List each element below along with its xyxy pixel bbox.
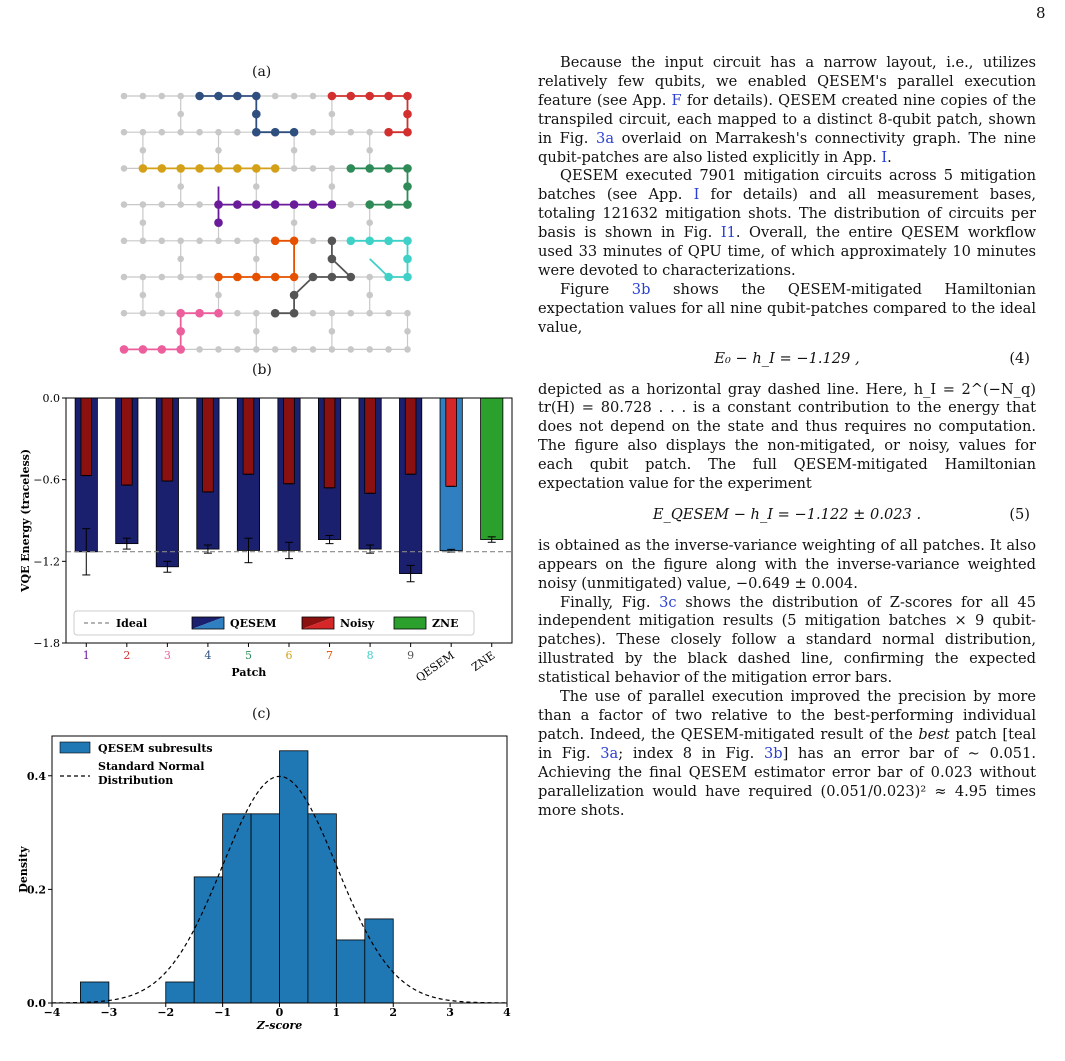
qubit-node xyxy=(329,165,336,172)
qubit-node xyxy=(177,129,184,136)
qubit-node xyxy=(271,164,280,173)
qubit-node xyxy=(291,165,298,172)
legend-line-label: Standard Normal xyxy=(98,760,205,773)
noisy-bar xyxy=(446,398,457,486)
qubit-node xyxy=(271,200,280,209)
x-axis-label: Z-score xyxy=(256,1019,303,1032)
connectivity-graph xyxy=(110,82,430,362)
qubit-node xyxy=(234,310,241,317)
legend-qesem-label: QESEM xyxy=(230,617,277,630)
qubit-node xyxy=(177,201,184,208)
legend-hist-label: QESEM subresults xyxy=(98,742,213,755)
qubit-node xyxy=(139,164,148,173)
qubit-node xyxy=(403,237,412,246)
qubit-node xyxy=(196,274,203,281)
histogram-bar xyxy=(166,982,194,1003)
qubit-node xyxy=(348,201,355,208)
qubit-node xyxy=(158,345,167,354)
qubit-node xyxy=(290,237,299,246)
bridge-qubit-node xyxy=(215,292,222,299)
bridge-qubit-node xyxy=(328,255,337,264)
qubit-node xyxy=(366,129,373,136)
text-run: The use of parallel execution improved the precision by more than a factor of two relative to the best-performing individual patch. Indeed, the QESEM-mitigated result of the xyxy=(538,688,1036,743)
cross-ref[interactable]: F xyxy=(671,91,682,109)
qubit-node xyxy=(214,200,223,209)
qubit-node xyxy=(290,128,299,137)
qubit-node xyxy=(328,237,337,246)
text-run: Because the input circuit has a narrow layout, i.e., utilizes relatively few qubits, we enabled QESEM's parallel execution feature (see App. xyxy=(538,54,1036,109)
x-tick-label: 2 xyxy=(123,649,131,662)
cross-ref[interactable]: 3a xyxy=(600,744,619,762)
bridge-qubit-node xyxy=(177,111,184,118)
qubit-node xyxy=(196,238,203,245)
noisy-bar xyxy=(162,398,173,481)
qubit-node xyxy=(214,164,223,173)
paragraph-3 xyxy=(538,281,1036,338)
qubit-node xyxy=(385,346,392,353)
qubit-node xyxy=(328,273,337,282)
qubit-node xyxy=(214,273,223,282)
qubit-node xyxy=(347,164,356,173)
qubit-node xyxy=(290,309,299,318)
legend-line-label: Distribution xyxy=(98,774,174,787)
qubit-node xyxy=(310,129,317,136)
legend-ideal-label: Ideal xyxy=(116,617,148,630)
x-tick-label: 9 xyxy=(407,649,415,662)
equation-4-number: (4) xyxy=(1009,349,1030,367)
qubit-node xyxy=(291,346,298,353)
qubit-node xyxy=(252,92,261,101)
x-tick-label: −1 xyxy=(214,1006,232,1019)
qubit-node xyxy=(403,92,412,101)
qubit-node xyxy=(271,309,280,318)
noisy-bar xyxy=(284,398,295,484)
bridge-qubit-node xyxy=(176,327,185,336)
legend xyxy=(60,742,213,787)
qubit-node xyxy=(140,129,147,136)
fig-a-label: (a) xyxy=(252,64,272,80)
qubit-node xyxy=(195,164,204,173)
y-axis-label: VQE Energy (traceless) xyxy=(19,448,32,593)
bridge-qubit-node xyxy=(329,111,336,118)
qubit-node xyxy=(159,201,166,208)
qubit-node xyxy=(329,346,336,353)
qubit-node xyxy=(347,237,356,246)
bridge-qubit-node xyxy=(177,183,184,190)
text-run: patch [teal in Fig. xyxy=(538,725,1036,762)
bridge-qubit-node xyxy=(366,292,373,299)
qubit-node xyxy=(234,238,241,245)
qubit-node xyxy=(310,238,317,245)
x-tick-label: 5 xyxy=(244,649,252,662)
qubit-node xyxy=(384,237,393,246)
text-run: Figure xyxy=(560,280,632,298)
body-text xyxy=(538,54,1036,820)
qubit-node xyxy=(403,164,412,173)
equation-5-number: (5) xyxy=(1009,505,1030,523)
histogram-bar xyxy=(365,919,393,1003)
qubit-node xyxy=(196,129,203,136)
qubit-node xyxy=(403,128,412,137)
equation-5-body: E_QESEM − h_I = −1.122 ± 0.023 . xyxy=(652,505,922,523)
noisy-bar xyxy=(405,398,416,474)
x-tick-label: QESEM xyxy=(413,648,457,685)
qubit-node xyxy=(366,310,373,317)
bridge-qubit-node xyxy=(253,256,260,263)
qubit-node xyxy=(140,238,147,245)
qubit-node xyxy=(176,309,185,318)
text-run: Finally, Fig. xyxy=(560,593,660,611)
qubit-node xyxy=(385,310,392,317)
qubit-node xyxy=(310,165,317,172)
qubit-node xyxy=(253,346,260,353)
qubit-node xyxy=(195,309,204,318)
qubit-node xyxy=(121,201,128,208)
qubit-node xyxy=(329,129,336,136)
x-tick-label: 4 xyxy=(204,649,212,662)
fig-b-label: (b) xyxy=(252,362,272,378)
qubit-node xyxy=(366,346,373,353)
qubit-node xyxy=(177,93,184,100)
qubit-node xyxy=(159,274,166,281)
bridge-qubit-node xyxy=(291,219,298,226)
cross-ref[interactable]: I1 xyxy=(720,224,736,242)
cross-ref[interactable]: 3b xyxy=(631,280,651,298)
qubit-node xyxy=(121,310,128,317)
qubit-node xyxy=(328,200,337,209)
x-tick-label: −3 xyxy=(100,1006,118,1019)
noisy-bar xyxy=(203,398,214,492)
qubit-node xyxy=(365,92,374,101)
qubit-node xyxy=(121,274,128,281)
y-tick-label: 0.2 xyxy=(26,883,46,897)
paragraph-5: is obtained as the inverse-variance weighting of all patches. It also appears on the figure along with the inverse-variance weighted noisy (unmitigated) value, −0.649 ± 0.004. xyxy=(538,536,1036,592)
x-tick-label: 0 xyxy=(275,1006,284,1019)
qubit-node xyxy=(121,129,128,136)
x-tick-label: −4 xyxy=(43,1006,61,1019)
qubit-node xyxy=(347,92,356,101)
text-run: ] has an error bar of ∼ 0.051. Achieving the final QESEM estimator error bar of 0.023 without parallelization would have required (0.051/0.023)² ≈ 4.95 times more shots. xyxy=(538,744,1036,819)
qubit-node xyxy=(252,128,261,137)
equation-4 xyxy=(538,350,1036,369)
qubit-node xyxy=(120,345,129,354)
qubit-node xyxy=(121,238,128,245)
legend-zne-swatch xyxy=(394,617,426,629)
text-run: shows the distribution of Z-scores for all 45 independent mitigation results (5 mitigation batches × 9 qubit-patches). These closely follow a standard normal distribution, illustrated by the black dashed line, confirming the expected statistical behavior of the mitigation error bars. xyxy=(538,593,1036,687)
y-axis-label: Density xyxy=(17,846,30,893)
qubit-node xyxy=(328,92,337,101)
bridge-qubit-node xyxy=(177,256,184,263)
qubit-node xyxy=(253,310,260,317)
histogram-bar xyxy=(251,814,279,1003)
bridge-qubit-node xyxy=(404,328,411,335)
qubit-node xyxy=(253,238,260,245)
qubit-node xyxy=(214,309,223,318)
qubit-node xyxy=(215,129,222,136)
text-run: shows the QESEM-mitigated Hamiltonian expectation values for all nine qubit-patches compared to the ideal value, xyxy=(538,280,1036,336)
equation-4-body: E₀ − h_I = −1.129 , xyxy=(714,349,860,367)
cross-ref[interactable]: I xyxy=(693,186,700,204)
qubit-node xyxy=(140,310,147,317)
qubit-node xyxy=(272,346,279,353)
qubit-node xyxy=(195,92,204,101)
qubit-node xyxy=(365,164,374,173)
bridge-qubit-node xyxy=(140,292,147,299)
qubit-node xyxy=(291,93,298,100)
zne-bar xyxy=(481,398,503,540)
noisy-bar xyxy=(121,398,132,485)
qubit-node xyxy=(348,310,355,317)
noisy-bar xyxy=(243,398,254,474)
qubit-node xyxy=(176,164,185,173)
bridge-qubit-node xyxy=(140,147,147,154)
y-tick-label: 0.0 xyxy=(42,392,60,405)
bridge-qubit-node xyxy=(403,110,412,119)
cross-ref[interactable]: I xyxy=(881,148,888,166)
qubit-node xyxy=(252,273,261,282)
qubit-node xyxy=(215,346,222,353)
histogram-bar xyxy=(308,814,336,1003)
histogram-bar xyxy=(194,877,222,1003)
qubit-node xyxy=(271,128,280,137)
qubit-node xyxy=(196,346,203,353)
bridge-qubit-node xyxy=(291,147,298,154)
x-tick-label: 1 xyxy=(332,1006,341,1019)
qubit-node xyxy=(233,92,242,101)
qubit-node xyxy=(177,274,184,281)
bridge-qubit-node xyxy=(214,218,223,227)
qubit-node xyxy=(348,346,355,353)
histogram-bar xyxy=(80,982,108,1003)
qubit-node xyxy=(214,92,223,101)
qubit-node xyxy=(196,201,203,208)
legend-noisy-label: Noisy xyxy=(340,617,375,630)
qubit-node xyxy=(310,93,317,100)
y-tick-label: 0.4 xyxy=(26,769,46,783)
qubit-node xyxy=(365,200,374,209)
qubit-node xyxy=(403,200,412,209)
bridge-qubit-node xyxy=(252,110,261,119)
x-tick-label: 6 xyxy=(285,649,293,662)
qubit-node xyxy=(384,128,393,137)
emphasis: best xyxy=(918,725,950,743)
qubit-node xyxy=(404,310,411,317)
y-tick-label: 0.0 xyxy=(26,997,46,1010)
qubit-node xyxy=(384,200,393,209)
text-run: ; index 8 in Fig. xyxy=(618,744,764,762)
qubit-node xyxy=(366,274,373,281)
paragraph-4: depicted as a horizontal gray dashed line. Here, h_I = 2^(−N_q) tr(H) = 80.728 . . . is a constant contribution to the energy that does not depend on the state and thus requires no computation. The figure also displays the non-mitigated, or noisy, values for each qubit patch. The full QESEM-mitigated Hamiltonian expectation value for the experiment xyxy=(538,380,1036,493)
x-tick-label: 2 xyxy=(389,1006,398,1019)
qubit-node xyxy=(309,273,318,282)
qubit-node xyxy=(348,129,355,136)
fig-c-label: (c) xyxy=(252,706,271,722)
qubit-node xyxy=(404,346,411,353)
page-number: 8 xyxy=(1036,4,1046,22)
bridge-qubit-node xyxy=(140,219,147,226)
qubit-node xyxy=(159,93,166,100)
qubit-node xyxy=(384,164,393,173)
qubit-node xyxy=(234,346,241,353)
vqe-energy-chart xyxy=(15,388,515,688)
qubit-node xyxy=(121,165,128,172)
noisy-bar xyxy=(81,398,92,476)
zscore-histogram xyxy=(15,728,530,1048)
bridge-qubit-node xyxy=(403,255,412,264)
paragraph-7 xyxy=(538,688,1036,820)
legend xyxy=(74,611,474,635)
text-run: overlaid on Marrakesh's connectivity graph. The nine qubit-patches are also listed explicitly in App. xyxy=(538,129,1036,166)
qubit-node xyxy=(234,129,241,136)
paragraph-2 xyxy=(538,167,1036,280)
bridge-qubit-node xyxy=(290,291,299,300)
bridge-qubit-node xyxy=(253,328,260,335)
qubit-node xyxy=(329,310,336,317)
y-tick-label: −0.6 xyxy=(33,473,60,487)
paragraph-6 xyxy=(538,594,1036,689)
x-axis-label: Patch xyxy=(231,666,267,679)
x-tick-label: −2 xyxy=(157,1006,175,1019)
cross-ref[interactable]: 3c xyxy=(659,593,677,611)
x-tick-label: 7 xyxy=(326,649,334,662)
bridge-qubit-node xyxy=(403,182,412,191)
qubit-node xyxy=(403,273,412,282)
qubit-node xyxy=(159,129,166,136)
qubit-node xyxy=(252,164,261,173)
bridge-qubit-node xyxy=(366,219,373,226)
qubit-node xyxy=(177,238,184,245)
qubit-node xyxy=(233,164,242,173)
qubit-node xyxy=(271,237,280,246)
qubit-node xyxy=(384,92,393,101)
qubit-node xyxy=(271,273,280,282)
histogram-bar xyxy=(280,751,308,1003)
x-tick-label: 1 xyxy=(82,649,90,662)
qubit-node xyxy=(215,238,222,245)
bridge-qubit-node xyxy=(329,328,336,335)
text-run: for details). QESEM created nine copies of the transpiled circuit, each mapped to a distinct 8-qubit patch, shown in Fig. xyxy=(538,91,1036,147)
qubit-node xyxy=(272,93,279,100)
bridge-qubit-node xyxy=(253,183,260,190)
paragraph-1 xyxy=(538,54,1036,167)
qubit-node xyxy=(347,273,356,282)
qubit-node xyxy=(233,200,242,209)
y-tick-label: −1.2 xyxy=(33,555,60,569)
bridge-qubit-node xyxy=(329,183,336,190)
x-tick-label: 4 xyxy=(503,1006,511,1019)
equation-5 xyxy=(538,506,1036,525)
qubit-node xyxy=(310,346,317,353)
x-tick-label: 8 xyxy=(366,649,374,662)
qubit-node xyxy=(140,201,147,208)
histogram-bar xyxy=(336,940,364,1003)
text-run: QESEM executed 7901 mitigation circuits across 5 mitigation batches (see App. xyxy=(538,167,1036,204)
cross-ref[interactable]: 3a xyxy=(596,129,615,147)
qubit-node xyxy=(365,237,374,246)
histogram-bar xyxy=(223,814,251,1003)
qubit-node xyxy=(140,93,147,100)
y-tick-label: −1.8 xyxy=(33,637,60,650)
bridge-qubit-node xyxy=(366,147,373,154)
noisy-bar xyxy=(324,398,335,488)
qubit-node xyxy=(159,310,166,317)
x-tick-label: 3 xyxy=(446,1006,454,1019)
qubit-node xyxy=(158,164,167,173)
qubit-node xyxy=(139,345,148,354)
x-tick-label: ZNE xyxy=(469,648,498,674)
bridge-qubit-node xyxy=(215,147,222,154)
qubit-node xyxy=(310,310,317,317)
qubit-node xyxy=(309,200,318,209)
qubit-node xyxy=(176,345,185,354)
qubit-node xyxy=(290,273,299,282)
qubit-node xyxy=(290,200,299,209)
noisy-bar xyxy=(365,398,376,493)
text-run: for details) and all measurement bases, totaling 121632 mitigation shots. The distribution of circuits per basis is shown in Fig. xyxy=(538,186,1037,242)
legend-zne-label: ZNE xyxy=(432,617,459,630)
qubit-node xyxy=(121,93,128,100)
cross-ref[interactable]: 3b xyxy=(763,744,783,762)
qubit-node xyxy=(159,238,166,245)
qubit-node xyxy=(233,273,242,282)
text-run: . xyxy=(887,148,892,166)
x-tick-label: 3 xyxy=(163,649,171,662)
text-run: . Overall, the entire QESEM workflow used 33 minutes of QPU time, of which approximately 10 minutes were devoted to characterizations. xyxy=(538,224,1036,279)
qubit-node xyxy=(252,200,261,209)
legend-hist-swatch xyxy=(60,742,90,753)
qubit-node xyxy=(140,274,147,281)
qubit-node xyxy=(384,273,393,282)
